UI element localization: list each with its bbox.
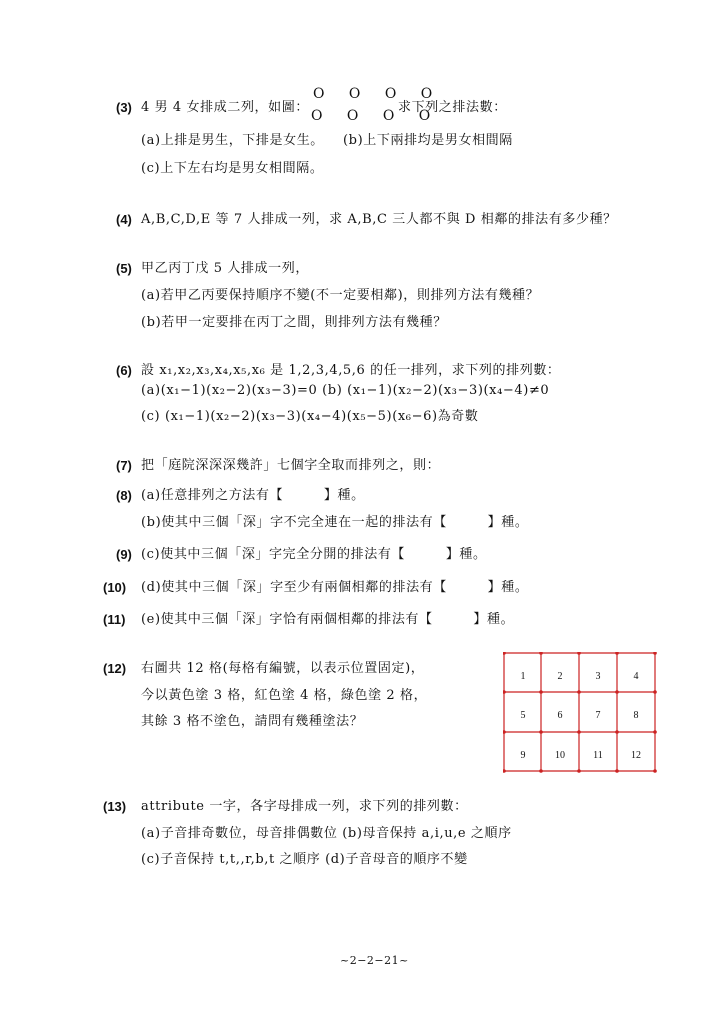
grid-dot bbox=[539, 769, 543, 773]
question-number: (4) bbox=[116, 212, 132, 227]
q13-part-ab: (a)子音排奇數位，母音排偶數位 (b)母音保持 a,i,u,e 之順序 bbox=[141, 826, 512, 841]
q6-text: 設 x₁,x₂,x₃,x₄,x₅,x₆ 是 1,2,3,4,5,6 的任一排列，求下列的排列數： bbox=[141, 363, 561, 378]
grid-dot bbox=[615, 690, 619, 694]
grid-dot bbox=[503, 690, 506, 694]
grid-dot bbox=[615, 652, 619, 655]
grid-cell-label: 8 bbox=[633, 710, 639, 721]
question-number: (7) bbox=[116, 458, 132, 473]
grid-dot bbox=[615, 730, 619, 734]
page-number: ~2−2−21~ bbox=[340, 954, 409, 967]
grid-dot bbox=[653, 730, 657, 734]
grid-dot bbox=[503, 652, 506, 655]
grid-dot bbox=[577, 769, 581, 773]
grid-cell-label: 9 bbox=[520, 750, 526, 761]
q3-stem-end: 求下列之排法數： bbox=[398, 100, 507, 115]
q7-text: 把「庭院深深深幾許」七個字全取而排列之，則： bbox=[141, 458, 441, 473]
grid-dot bbox=[577, 690, 581, 694]
grid-cell-label: 10 bbox=[555, 750, 565, 761]
question-number: (9) bbox=[116, 547, 132, 562]
question-number: (5) bbox=[116, 261, 132, 276]
grid-cell-label: 6 bbox=[557, 710, 563, 721]
q5-text: 甲乙丙丁戊 5 人排成一列， bbox=[141, 261, 309, 276]
grid-dot bbox=[615, 769, 619, 773]
grid-dot bbox=[577, 652, 581, 655]
q13-part-cd: (c)子音保持 t,t,,r,b,t 之順序 (d)子音母音的順序不變 bbox=[141, 852, 468, 867]
grid-dot bbox=[653, 652, 657, 655]
q3-stem: 4 男 4 女排成二列，如圖： bbox=[141, 100, 309, 115]
q5-part-a: (a)若甲乙丙要保持順序不變(不一定要相鄰)，則排列方法有幾種？ bbox=[141, 288, 540, 303]
q4-text: A,B,C,D,E 等 7 人排成一列，求 A,B,C 三人都不與 D 相鄰的排法有多少種？ bbox=[141, 212, 617, 227]
question-number: (10) bbox=[103, 580, 127, 595]
q8-part-a: (a)任意排列之方法有【 】種。 bbox=[141, 488, 365, 503]
q9-text: (c)使其中三個「深」字完全分開的排法有【 】種。 bbox=[141, 547, 487, 562]
q12-line-2: 今以黃色塗 3 格，紅色塗 4 格，綠色塗 2 格， bbox=[141, 688, 428, 703]
q8-part-b: (b)使其中三個「深」字不完全連在一起的排法有【 】種。 bbox=[141, 515, 529, 530]
grid-cell-label: 1 bbox=[520, 671, 526, 682]
grid-dot bbox=[539, 690, 543, 694]
grid-dot bbox=[539, 652, 543, 655]
q11-text: (e)使其中三個「深」字恰有兩個相鄰的排法有【 】種。 bbox=[141, 612, 515, 627]
grid-cell-label: 12 bbox=[631, 750, 641, 761]
q13-text: attribute 一字，各字母排成一列，求下列的排列數： bbox=[141, 799, 468, 814]
q6-part-ab: (a)(x₁−1)(x₂−2)(x₃−3)=0 (b) (x₁−1)(x₂−2)(x₃−3)(x₄−4)≠0 bbox=[141, 383, 550, 398]
grid-cell-label: 4 bbox=[633, 671, 639, 682]
numbered-grid bbox=[503, 652, 659, 774]
grid-cell-label: 11 bbox=[593, 750, 603, 761]
q3-part-a: (a)上排是男生，下排是女生。 bbox=[141, 133, 324, 148]
grid-cell-label: 3 bbox=[595, 671, 601, 682]
grid-dot bbox=[539, 730, 543, 734]
question-number: (3) bbox=[116, 100, 132, 115]
question-number: (6) bbox=[116, 363, 132, 378]
grid-cell-label: 7 bbox=[595, 710, 601, 721]
q6-part-c: (c) (x₁−1)(x₂−2)(x₃−3)(x₄−4)(x₅−5)(x₆−6)為奇數 bbox=[141, 409, 479, 424]
question-number: (13) bbox=[103, 799, 127, 814]
question-number: (12) bbox=[103, 661, 127, 676]
grid-dot bbox=[503, 730, 506, 734]
grid-cell-label: 2 bbox=[557, 671, 563, 682]
q12-line-1: 右圖共 12 格(每格有編號，以表示位置固定)， bbox=[141, 661, 425, 676]
q3-part-b: (b)上下兩排均是男女相間隔 bbox=[343, 133, 513, 148]
q3-circles-bottom: O O O O bbox=[311, 108, 441, 124]
q3-part-c: (c)上下左右均是男女相間隔。 bbox=[141, 161, 324, 176]
grid-dot bbox=[503, 769, 506, 773]
q3-circles-top: O O O O bbox=[313, 86, 443, 102]
grid-dot bbox=[653, 769, 657, 773]
grid-dot bbox=[653, 690, 657, 694]
question-number: (8) bbox=[116, 488, 132, 503]
q10-text: (d)使其中三個「深」字至少有兩個相鄰的排法有【 】種。 bbox=[141, 580, 529, 595]
grid-dot bbox=[577, 730, 581, 734]
grid-cell-label: 5 bbox=[520, 710, 526, 721]
q12-line-3: 其餘 3 格不塗色，請問有幾種塗法？ bbox=[141, 714, 364, 729]
q5-part-b: (b)若甲一定要排在丙丁之間，則排列方法有幾種？ bbox=[141, 315, 447, 330]
question-number: (11) bbox=[103, 612, 126, 627]
